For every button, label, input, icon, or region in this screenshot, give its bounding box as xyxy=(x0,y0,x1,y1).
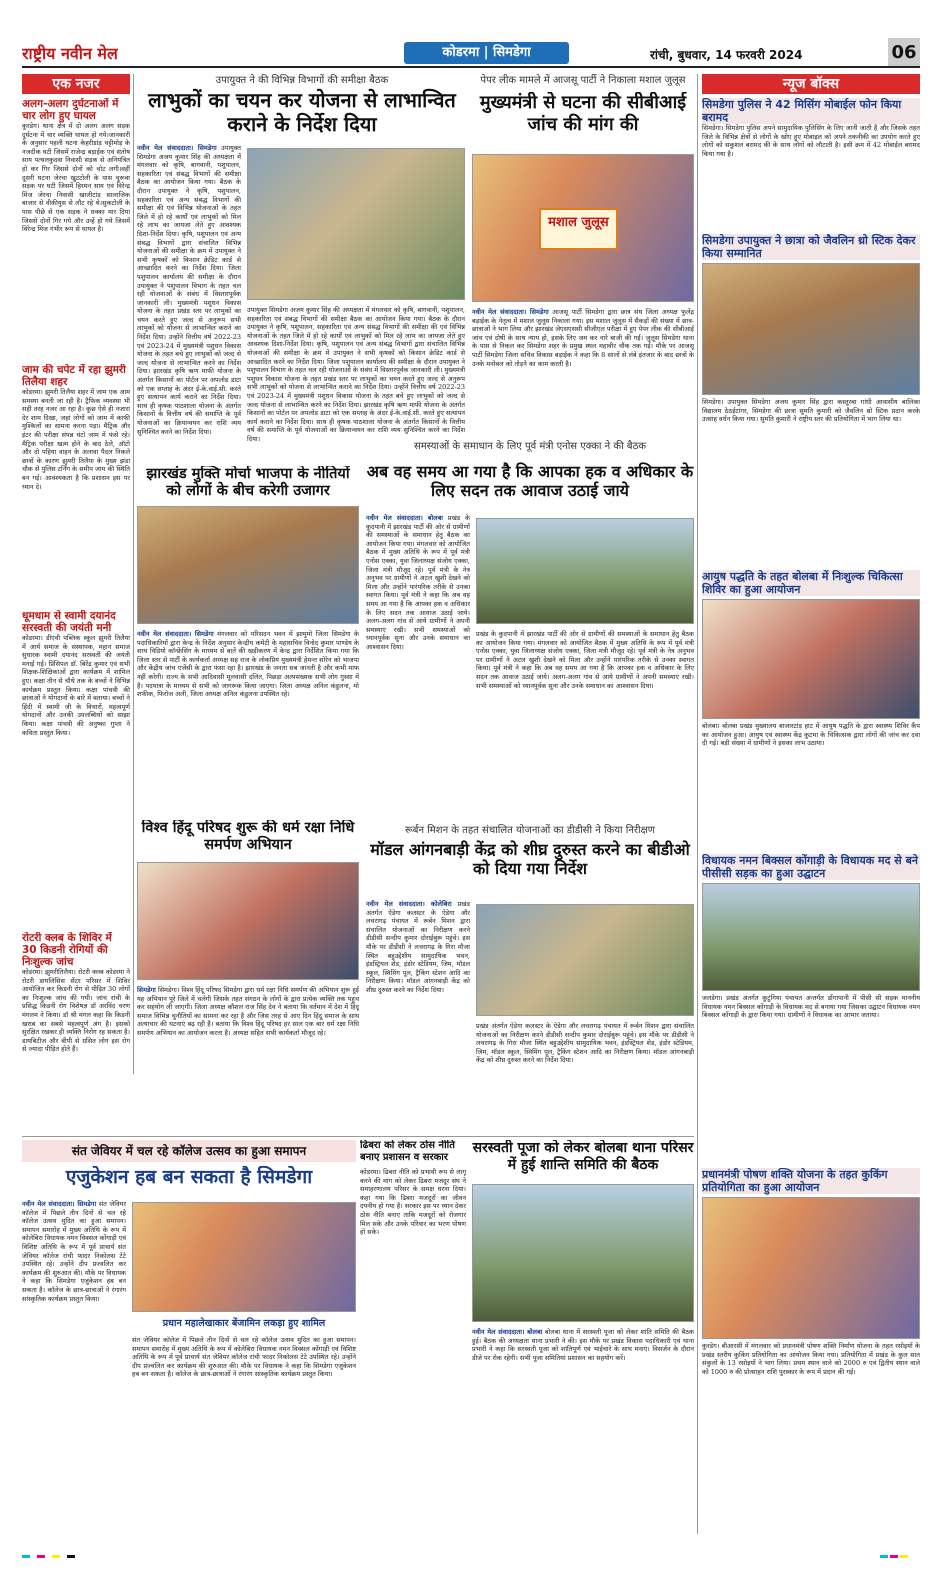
paper-name: राष्ट्रीय नवीन मेल xyxy=(22,44,118,63)
story-text: मंगलवार को परिसदन भवन में झामुमो जिला सिमडेगा के पदाधिकारियों द्वारा केन्द्र के निर्देश अनुसार केन्द्रीय कमेटी के महासचिव विनोद कुमार पाण्डेय के साथ विडियो कॉन्फ्रेंसिंग के माध्यम से बातें की खड़ीकरण में केन्द्र द्वारा निर्देशित किया गया कि जिला स्तर से पार्टी के कार्यकर्ता अध्यक्ष सह राज के लोकप्रिय मुख्यमंत्री हेमन्त सोरेन को भाजपा और केंद्रीय जांच एजेंसी के द्वारा फंसा रहा है। झारखंड के जनता सब जानती है और कभी माफ नहीं करेगी। राज्य के सभी आदिवासी मूलवासी दलित, पिछड़ा अल्पसंख्यक सभी लोग गुस्सा में है। पदयात्रा के माध्यम से सभी को जागरूक किया जाएगा। जिला अध्यक्ष अनिल कंडुलना, मो शफीक, फिरोज अली, जिला अध्यक्ष अनिल कंडुलना उपस्थित रहे। xyxy=(137,630,359,699)
color-swatch xyxy=(52,1555,60,1558)
left-item-body: कोडरमा। झुमरीतिलैया। रोटरी क्लब कोडरमा ने रोटरी डायलिसिस सेंटर परिसर में शिविर आयोजित कर किडनी रोग से पीड़ित 30 लोगों का निःशुल्क जांच की गयी। जांच रांची के प्रसिद्ध किडनी रोग विशेषज्ञ डॉ अरविंद चरण मंगलम ने किया। डॉ श्री मंगल कहा कि किडनी खराब का सबसे महत्वपूर्ण अंग है। इसको सुरक्षित रखकर ही व्यक्ति निरोग रह सकता है। डायबिटीज और बीपी से ग्रसित लोग इस रोग से ज्यादा पीड़ित होते हैं। xyxy=(22,968,130,1054)
right-item-title: सिमडेगा उपायुक्त ने छात्रा को जैवलिन थ्रो स्टिक देकर किया सम्मानित xyxy=(702,234,920,260)
column-divider xyxy=(697,74,698,1534)
left-item-body: कोडरमा। डीएवी पब्लिक स्कूल झुमरी तिलैया में आर्य समाज के संस्थापक, महान समाज सुधारक स्वामी दयानंद सरस्वती की जयंती मनाई गई। प्रिंसिपल डॉ. बिरेंद्र कुमार एवं सभी शिक्षक-शिक्षिकाओं द्वारा कार्यक्रम में शामिल हुए। कक्षा तीन से चौथे तक के बच्चों ने विभिन्न कार्यक्रम प्रस्तुत किया। कक्षा पांचवी की छात्राओं ने योगदानों के बारे में बताया। बच्चों ने हिंदी में स्वामी जी के विचारों, महत्वपूर्ण योगदानों और उनकी उपलब्धियों को साझा किया। कक्षा पांचवी की अनुष्का गुप्ता ने कविता प्रस्तुत किया। xyxy=(22,634,130,737)
page-number: 06 xyxy=(888,38,920,68)
color-swatch xyxy=(890,1555,898,1558)
story-body-continued: प्रखंड अंतर्गत ऐडेगा कलस्टर के ऐडेगा और लचरागढ़ पंचायत में रूर्बन मिशन द्वारा संचालित योजनाओं का निरीक्षण करने डीडीसी सन्दीप कुमार दोराईबुरू पहुंचे। इस मौके पर डीडीसी ने लचरागढ़ के गिरा मौजा स्थित बहुउद्देशीय सामुदायिक भवन, इंडस्ट्रियल शेड, इंडोर स्टेडियम, जिम, मॉडल स्कूल, स्विमिंग पूल, ट्रैकिंग स्टेशन आदि का निरीक्षण किया। मॉडल आंगनबाड़ी केंद्र को शीघ्र दुरुस्त करने का निर्देश दिया। xyxy=(476,1022,694,1065)
story-kicker: रूर्बन मिशन के तहत संचालित योजनाओं का डीडीसी ने किया निरीक्षण xyxy=(405,825,655,836)
left-item-title: जाम की चपेट में रहा झुमरी तिलैया शहर xyxy=(22,364,126,388)
story-body xyxy=(366,514,470,810)
college-fest-photo xyxy=(132,1202,356,1312)
story-byline: नवीन मेल संवाददाता। बोलबा xyxy=(366,514,443,522)
inspection-photo xyxy=(476,904,694,1016)
left-item xyxy=(22,610,130,926)
story-headline: ढिबरा को लेकर ठोस नीति बनाए प्रशासन व सरकार xyxy=(360,1140,455,1163)
story-body xyxy=(366,900,470,1114)
cooking-competition-photo xyxy=(702,1197,920,1339)
story-byline: नवीन मेल संवाददाता। सिमडेगा xyxy=(22,1200,97,1208)
road-inauguration-photo xyxy=(702,883,920,991)
story-body xyxy=(472,1328,694,1528)
story-text: उपायुक्त सिमडेगा अजय कुमार सिंह की अध्यक्षता में मंगलवार को कृषि, बागवानी, पशुपालन, सहकारिता एवं संबद्ध विभागों की समीक्षा बैठक का आयोजन किया गया। बैठक के दौरान उपायुक्त ने कृषि, पशुपालन, सहकारिता एवं अन्य संबद्ध विभागों की समीक्षा की एवं विभिन्न योजनाओं के तहत जिले में हो रहे कार्यों एवं लाभुकों को मिल रहे लाभ का जायजा लेते हुए आवश्यक दिशा-निर्देश दिया। कृषि, पशुपालन एवं अन्य संबद्ध विभागों द्वारा संचालित विभिन्न योजनाओं की समीक्षा के क्रम में उपायुक्त ने सभी कृषकों को किसान क्रेडिट कार्ड से आच्छादित करने का निर्देश दिया। जिला पशुपालन कार्यालय की समीक्षा के दौरान उपायुक्त ने पशुपालन विभाग के तहत चल रही योजनाओं के संबंध में विस्तारपूर्वक जानकारी ली। मुख्यमंत्री पशुधन विकास योजना के तहत प्रखंड स्तर पर लाभुकों का चयन करते हुए जल्द से अनुरूप सभी लाभुकों को योजना से लाभान्वित कराने का निर्देश दिया। उन्होंने वित्तीय वर्ष 2022-23 एवं 2023-24 में मुख्यमंत्री पशुधन विकास योजना के तहत बचे हुए लाभुकों को जल्द से जल्द योजना से लाभान्वित करने का निर्देश दिया। झारखंड कृषि ऋण माफी योजना के अंतर्गत किसानों का पोर्टल पर अपलोड डाटा को एक सप्ताह के अंदर ई-के.वाई.सी. करते हुए सत्यापन कार्य कराने का निर्देश दिया। साथ ही कृषक पाठशाला योजना के अंतर्गत किसानों के वित्तीय वर्ष की समाप्ति के पूर्व योजनाओं का क्रियान्वयन कर राशि व्यय सुनिश्चित करने का निर्देश दिया। xyxy=(137,144,241,436)
story-headline: मुख्यमंत्री से घटना की सीबीआई जांच की मांग की xyxy=(479,92,687,135)
right-item-title: आयुष पद्धति के तहत बोलबा में निःशुल्क चिकित्सा शिविर का हुआ आयोजन xyxy=(702,570,920,596)
right-item-body: सिमडेगा। उपायुक्त सिमडेगा अजय कुमार सिंह द्वारा कस्तूरबा गांधी आवासीय बालिका विद्यालय ठेठईटांगर, सिमडेगा की छात्रा सुमति कुमारी को जैवलिन थ्रो स्टिक प्रदान करके उत्साह वर्धन किया गया। सुमति कुमारी ने राष्ट्रीय स्तर की प्रतियोगिता में भाग लिया था। xyxy=(702,398,920,424)
story-vhp xyxy=(137,820,359,1130)
story-kicker: समस्याओं के समाधान के लिए पूर्व मंत्री एनोस एक्का ने की बैठक xyxy=(413,441,647,452)
left-item xyxy=(22,98,130,358)
story-text: संत जेवियर कॉलेज में पिछले तीन दिनों से चल रहे कॉलेज उत्सव मुदित का हुआ समापन। समापन समारोह में मुख्य अतिथि के रूप में कोलेबिरा विधायक नमन विक्सल कोंगाड़ी एवं विशिष्ट अतिथि के रूप में पूर्व प्राचार्य संत जेवियर कॉलेज रांची फादर निकोलस टेटे उपस्थित रहे। उन्होंने दीप प्रज्वलित कर कार्यक्रम की शुरुआत की। मौके पर विधायक ने कहा कि सिमडेगा एजुकेशन हब बन सकता है। कॉलेज के छात्र-छात्राओं ने रंगारंग सांस्कृतिक कार्यक्रम प्रस्तुत किया। xyxy=(22,1200,126,1303)
right-item xyxy=(702,234,920,564)
left-item xyxy=(22,364,130,604)
section-divider xyxy=(22,1136,694,1137)
masthead xyxy=(22,38,920,68)
story-body xyxy=(137,986,359,1126)
story-text: कोडरमा। ढिबरा नीति को प्रभावी रूप से लागू करने की मांग को लेकर ढिबरा मजदूर संघ ने समाहरणालय परिसर के समक्ष धरना दिया। कहा गया कि ढिबरा मजदूरों का जीवन दयनीय हो गया है। सरकार इस पर ध्यान देकर ठोस नीति बनाए ताकि मजदूरों को रोजगार मिल सके और उनके परिवार का भरण पोषण हो सके। xyxy=(360,1168,466,1237)
color-swatch xyxy=(37,1555,45,1558)
right-column xyxy=(702,74,920,1540)
print-color-bar-right xyxy=(880,1548,920,1558)
story-headline: विश्व हिंदू परिषद शुरू की धर्म रक्षा निधि समर्पण अभियान xyxy=(141,820,355,854)
story-text: प्रखंड के कुदपानी में झारखंड पार्टी की ओर से ग्रामीणों की समस्याओं के समाधान हेतु बैठक का आयोजन किया गया। मंगलवार को आयोजित बैठक में मुख्य अतिथि के रूप में पूर्व मंत्री एनोस एक्का, युवा जिलाध्यक्ष संजोय एक्का, जिला मंत्री मौजूद रहे। पूर्व मंत्री के नेत्र अनुभव पर ग्रामीणों ने अटल खुशी देखने को मिला और उन्होंने पारंपरिक तरीके से उनका स्वागत किया। पूर्व मंत्री ने कहा कि अब वह समय आ गया है कि आपका हक व अधिकार के लिए सदन तक आवाज उठाई जाये। अलग-अलग गांव से आये ग्रामीणों ने अपनी समस्याएं रखी। सभी समस्याओं को ध्यानपूर्वक सुना और उनके समाधान का आश्वासन दिया। xyxy=(366,514,470,651)
story-body-continued: उपायुक्त सिमडेगा अजय कुमार सिंह की अध्यक्षता में मंगलवार को कृषि, बागवानी, पशुपालन, सहकारिता एवं संबद्ध विभागों की समीक्षा बैठक का आयोजन किया गया। बैठक के दौरान उपायुक्त ने कृषि, पशुपालन, सहकारिता एवं अन्य संबद्ध विभागों की समीक्षा की एवं विभिन्न योजनाओं के तहत जिले में हो रहे कार्यों एवं लाभुकों को मिल रहे लाभ का जायजा लेते हुए आवश्यक दिशा-निर्देश दिया। कृषि, पशुपालन एवं अन्य संबद्ध विभागों द्वारा संचालित विभिन्न योजनाओं की समीक्षा के क्रम में उपायुक्त ने सभी कृषकों को किसान क्रेडिट कार्ड से आच्छादित करने का निर्देश दिया। जिला पशुपालन कार्यालय की समीक्षा के दौरान उपायुक्त ने पशुपालन विभाग के तहत चल रही योजनाओं के संबंध में विस्तारपूर्वक जानकारी ली। मुख्यमंत्री पशुधन विकास योजना के तहत प्रखंड स्तर पर लाभुकों का चयन करते हुए जल्द से अनुरूप सभी लाभुकों को योजना से लाभान्वित कराने का निर्देश दिया। उन्होंने वित्तीय वर्ष 2022-23 एवं 2023-24 में मुख्यमंत्री पशुधन विकास योजना के तहत बचे हुए लाभुकों को जल्द से जल्द योजना से लाभान्वित करने का निर्देश दिया। झारखंड कृषि ऋण माफी योजना के अंतर्गत किसानों का पोर्टल पर अपलोड डाटा को एक सप्ताह के अंदर ई-के.वाई.सी. करते हुए सत्यापन कार्य कराने का निर्देश दिया। साथ ही कृषक पाठशाला योजना के अंतर्गत किसानों के वित्तीय वर्ष की समाप्ति के पूर्व योजनाओं का क्रियान्वयन कर राशि व्यय सुनिश्चित करने का निर्देश दिया। xyxy=(247,306,465,443)
right-item xyxy=(702,570,920,850)
left-item-body: कुरडेग। थाना क्षेत्र में दो अलग अलग सड़क दुर्घटना में चार व्यक्ति घायल हो गये।जानकारी के अनुसार पहली घटना केहरीडांड़ चट्टीमोड़ के नजदीक घटी जिसमें राजेन्द्र बड़ाईक एवं संतोष साय पत्थलकुदवा निवासी सड़क से अनियंत्रित हो कर गिर जिससे दोनों को चोट लगी।वहीं दूसरी घटना जेरचा खुटटोली के पास चुरूवा सड़क पर घटी जिसमें हिरमन साय एवं विरेन्द्र मिंज जेरचा निवासी खालीटांड़ सालाजिक बाजार से वीकीयुस से लौट रहे थे।सुकटोली के पास पीछे से एक सड़क ने धक्का मार दिया जिससे दोनों गिर गये और उन्हें हो गये जिसमें विरेन्द्र मिंज गंभीर रूप से घायल है। xyxy=(22,122,130,234)
right-item-title: विधायक नमन बिक्सल कोंगाड़ी के विधायक मद से बने पीसीसी सड़क का हुआ उद्घाटन xyxy=(702,854,920,880)
story-byline: सिमडेगा xyxy=(137,986,156,994)
story-body xyxy=(472,308,694,448)
story-text: प्रखंड अंतर्गत ऐडेगा कलस्टर के ऐडेगा और लचरागढ़ पंचायत में रूर्बन मिशन द्वारा संचालित योजनाओं का निरीक्षण करने डीडीसी सन्दीप कुमार दोराईबुरू पहुंचे। इस मौके पर डीडीसी ने लचरागढ़ के गिरा मौजा स्थित बहुउद्देशीय सामुदायिक भवन, इंडस्ट्रियल शेड, इंडोर स्टेडियम, जिम, मॉडल स्कूल, स्विमिंग पूल, ट्रैकिंग स्टेशन आदि का निरीक्षण किया। मॉडल आंगनबाड़ी केंद्र को शीघ्र दुरुस्त करने का निर्देश दिया। xyxy=(366,900,470,994)
dateline: रांची, बुधवार, 14 फरवरी 2024 xyxy=(650,48,803,62)
story-text: आजसू पार्टी सिमडेगा द्वारा छात्र संघ जिला अध्यक्ष फुलेंद्र बड़ाईक के नेतृत्व में मशाल जुलूस निकाला गया। इस मशाल जुलूस में सैकड़ों की संख्या में छात्र-छात्राओं ने भाग लिया और झारखंड जेएसएससी सीजीएल परीक्षा में हुए पेपर लीक की सीबीआई जांच एवं दोषी के साथ न्याय हो, इसके लिए जम कर नारे बाजी की गई। जुलूस सिमडेगा थाना के पास से निकल कर सिमडेगा शहर के प्रमुख स्थल महावीर चौक तक गई। मौके पर आजसू पार्टी सिमडेगा जिला सचिव विकास बड़ाईक ने कहा कि 8 सालों से लंबे इंतजार के बाद छात्रों के उनके मनोबल को तोड़ने का काम करती है। xyxy=(472,308,694,368)
story-enos-ekka xyxy=(366,438,694,818)
story-dhibra xyxy=(360,1140,466,1540)
story-body xyxy=(137,630,359,808)
color-swatch xyxy=(67,1555,75,1558)
right-item-body: बोलबा। बोलबा प्रखंड मुख्यालय बाजारटांड़ हाट में आयुष पद्धति के द्वारा स्वास्थ्य शिविर कैंप का आयोजन हुआ। आयुष एवं स्वास्थ्य केंद्र कुटमा के चिकित्सक द्वारा लोगों की जांच कर दवा दी गई। बड़ी संख्या में ग्रामीणों ने इसका लाभ उठाया। xyxy=(702,722,920,748)
color-swatch xyxy=(880,1555,888,1558)
meeting-photo xyxy=(476,518,694,624)
right-item xyxy=(702,854,920,1164)
story-strap: संत जेवियर में चल रहे कॉलेज उत्सव का हुआ समापन xyxy=(22,1140,356,1162)
story-anganwadi xyxy=(366,822,694,1122)
rally-banner: मशाल जुलूस xyxy=(539,208,618,250)
column-divider xyxy=(133,74,134,1074)
left-item-title: रोटरी क्लब के शिविर में 30 किडनी रोगियों की निःशुल्क जांच xyxy=(22,932,112,968)
story-body-continued: प्रखंड के कुदपानी में झारखंड पार्टी की ओर से ग्रामीणों की समस्याओं के समाधान हेतु बैठक का आयोजन किया गया। मंगलवार को आयोजित बैठक में मुख्य अतिथि के रूप में पूर्व मंत्री एनोस एक्का, युवा जिलाध्यक्ष संजोय एक्का, जिला मंत्री मौजूद रहे। पूर्व मंत्री के नेत्र अनुभव पर ग्रामीणों ने अटल खुशी देखने को मिला और उन्होंने पारंपरिक तरीके से उनका स्वागत किया। पूर्व मंत्री ने कहा कि अब वह समय आ गया है कि आपका हक व अधिकार के लिए सदन तक आवाज उठाई जाये। अलग-अलग गांव से आये ग्रामीणों ने अपनी समस्याएं रखी। सभी समस्याओं को ध्यानपूर्वक सुना और उनके समाधान का आश्वासन दिया। xyxy=(476,630,694,690)
right-item-title: प्रधानमंत्री पोषण शक्ति योजना के तहत कुकिंग प्रतियोगिता का हुआ आयोजन xyxy=(702,1168,920,1194)
story-review-meeting xyxy=(137,72,467,462)
section-tag: कोडरमा | सिमडेगा xyxy=(404,42,569,64)
left-column-header: एक नजर xyxy=(22,74,130,94)
story-college-fest xyxy=(22,1140,356,1540)
right-item xyxy=(702,98,920,228)
rally-photo xyxy=(472,154,694,302)
story-kicker: पेपर लीक मामले में आजसू पार्टी ने निकाला मशाल जुलूस xyxy=(480,75,686,86)
story-headline: एजुकेशन हब बन सकता है सिमडेगा xyxy=(65,1166,313,1188)
left-item-body: कोडरमा। झुमरी तिलैया शहर में जाम एक आम समस्या बनती जा रही है। ट्रैफिक व्यवस्था भी सही तरह नजर आ रहा है। कुछ ऐसे ही नजारा देर शाम दिखा, जहां लोगों को जाम में काफी मुश्किलों का सामना करना पड़ा। मैट्रिक और इंटर की परीक्षा संपन्न घंटो जाम में फंसे रहे। मैट्रिक परीक्षा खत्म होने के बाद ठेले, ऑटो और दो पहिया वाहन के अलावा पैदल निकले छात्रों के कारण झुमरी तिलैया के मुख्य झंडा चौक से पुलिस टर्निंग के समीप जाम की स्थिति बन गई। आवंश्यकता है कि प्रशासन इस पर ध्यान दे। xyxy=(22,388,130,491)
right-item-body: जलडेगा। प्रखंड अंतर्गत कुटुंगिया पंचायत अन्तर्गत डोंगापानी में पीसी सी सड़क माननीय विधायक नमन बिक्सल कोंगाड़ी के विधायक मद से बनाया गया जिसका उद्घाटन विधायक नमन बिक्सल कोंगाड़ी के द्वारा किया गया। ग्रामीणों ने विधायक का आभार जताया। xyxy=(702,994,920,1020)
peace-meeting-photo xyxy=(472,1184,694,1322)
javelin-photo xyxy=(702,263,920,395)
story-headline: लाभुकों का चयन कर योजना से लाभान्वित कराने के निर्देश दिया xyxy=(148,88,456,136)
right-column-header: न्यूज बॉक्स xyxy=(702,74,920,94)
photo-caption: प्रधान महालेखाकार बेंजामिन लकड़ा हुए शामिल xyxy=(162,1318,326,1329)
story-jmm xyxy=(137,466,359,816)
left-item-title: अलग-अलग दुर्घटनाओं में चार लोग हुए घायल xyxy=(22,98,119,122)
story-body xyxy=(22,1200,126,1530)
story-kicker: उपायुक्त ने की विभिन्न विभागों की समीक्षा बैठक xyxy=(215,75,389,86)
story-body xyxy=(360,1168,466,1530)
story-byline: नवीन मेल संवाददाता। सिमडेगा xyxy=(137,630,214,638)
story-text: सिमडेगा। विश्व हिंदू परिषद सिमडेगा द्वारा धर्म रक्षा निधि समर्पण की अभियान शुरू हुई यह अभियान पूरे जिले में चलेगी जिसके तहत संगठन के लोगों के द्वारा प्रत्येक व्यक्ति तक पहुंच कर सहयोग ली जाएगी। जिला अध्यक्ष कौशल राज सिंह देव ने बताया कि वर्तमान में देश में हिंदू समाज विभिन्न चुनौतियों का सामना कर रहा है और जिस तरह से आए दिन हिंदू समाज के साथ अत्याचार की घटनाएं बढ़ रही है। बताया कि विश्व हिंदू परिषद हर साल एक बार धर्म रक्षा निधि समर्पण अभियान का आयोजन करता है। अध्यक्ष सहित सभी कार्यकर्ता मौजूद रहे। xyxy=(137,986,359,1037)
print-color-bar xyxy=(22,1548,920,1558)
right-item xyxy=(702,1168,920,1540)
story-torch-rally xyxy=(472,72,694,462)
health-camp-photo xyxy=(702,599,920,719)
vhp-photo xyxy=(137,862,359,980)
story-byline: नवीन मेल संवाददाता। सिमडेगा xyxy=(137,144,217,152)
right-item-body: सिमडेगा। सिमडेगा पुलिस अपने सामुदायिक पुलिसिंग के लिए जानी जाती है और जिसके तहत जिले के विभिन्न क्षेत्रों से लोगों के खोए हुए मोबाइल को अपने तकनीकी का उपयोग करते हुए लोगों को सकुशल बरामद की के साथ लोगों को लौटाती है। इसी क्रम में 42 मोबाईल बरामद किया गया है। xyxy=(702,124,920,158)
story-byline: नवीन मेल संवाददाता। सिमडेगा xyxy=(472,308,549,316)
story-headline: सरस्वती पूजा को लेकर बोलबा थाना परिसर में हुई शान्ति समिति की बैठक xyxy=(472,1140,694,1173)
story-text: बोलबा थाना में सरस्वती पूजा को लेकर शांति समिति की बैठक हुई। बैठक की अध्यक्षता थाना प्रभारी ने की। इस मौके पर प्रखंड विकास पदाधिकारी एवं थाना प्रभारी ने कहा कि सरस्वती पूजा को शांतिपूर्ण एवं भाईचारे के साथ मनाएं। विसर्जन के दौरान डीजे पर रोक रहेगी। सभी पूजा समितियां प्रशासन का सहयोग करें। xyxy=(472,1328,694,1362)
meeting-photo xyxy=(247,148,465,300)
left-item-title: धूमधाम से स्वामी दयानंद सरस्वती की जयंती मनी xyxy=(22,610,116,634)
story-body xyxy=(137,144,241,444)
story-headline: झारखंड मुक्ति मोर्चा भाजपा के नीतियों को लोगों के बीच करेगी उजागर xyxy=(146,466,350,500)
right-item-title: सिमडेगा पुलिस ने 42 मिसिंग मोबाईल फोन किया बरामद xyxy=(702,98,920,124)
story-byline: नवीन मेल संवाददाता। बोलबा xyxy=(472,1328,543,1336)
color-swatch xyxy=(22,1555,30,1558)
jmm-photo xyxy=(137,506,359,624)
story-saraswati-puja xyxy=(472,1140,694,1540)
story-body-continued: संत जेवियर कॉलेज में पिछले तीन दिनों से चल रहे कॉलेज उत्सव मुदित का हुआ समापन। समापन समारोह में मुख्य अतिथि के रूप में कोलेबिरा विधायक नमन विक्सल कोंगाड़ी एवं विशिष्ट अतिथि के रूप में पूर्व प्राचार्य संत जेवियर कॉलेज रांची फादर निकोलस टेटे उपस्थित रहे। उन्होंने दीप प्रज्वलित कर कार्यक्रम की शुरुआत की। मौके पर विधायक ने कहा कि सिमडेगा एजुकेशन हब बन सकता है। कॉलेज के छात्र-छात्राओं ने रंगारंग सांस्कृतिक कार्यक्रम प्रस्तुत किया। xyxy=(132,1336,356,1379)
color-swatch xyxy=(900,1555,908,1558)
story-byline: नवीन मेल संवाददाता। कोलेबिरा xyxy=(366,900,452,908)
story-headline: अब वह समय आ गया है कि आपका हक व अधिकार के लिए सदन तक आवाज उठाई जाये xyxy=(366,462,694,501)
story-headline: मॉडल आंगनबाड़ी केंद्र को शीघ्र दुरुस्त करने का बीडीओ को दिया गया निर्देश xyxy=(370,840,690,879)
right-item-body: कुरडेग। बीआरसी में मंगलवार को प्रधानमंत्री पोषण शक्ति निर्माण योजना के तहत रसोइयों के प्रखंड स्तरीय कुकिंग प्रतियोगिता का आयोजन किया गया। प्रतियोगिता में प्रखंड के कुल सात संकुलों के 13 रसोइयों ने भाग लिया। प्रथम स्थान वाले को 2000 रु एवं द्वितीय स्थान वाले को 1000 रु की प्रोत्साहन राशि पुरस्कार के रूप में प्रदान की गई। xyxy=(702,1342,920,1376)
